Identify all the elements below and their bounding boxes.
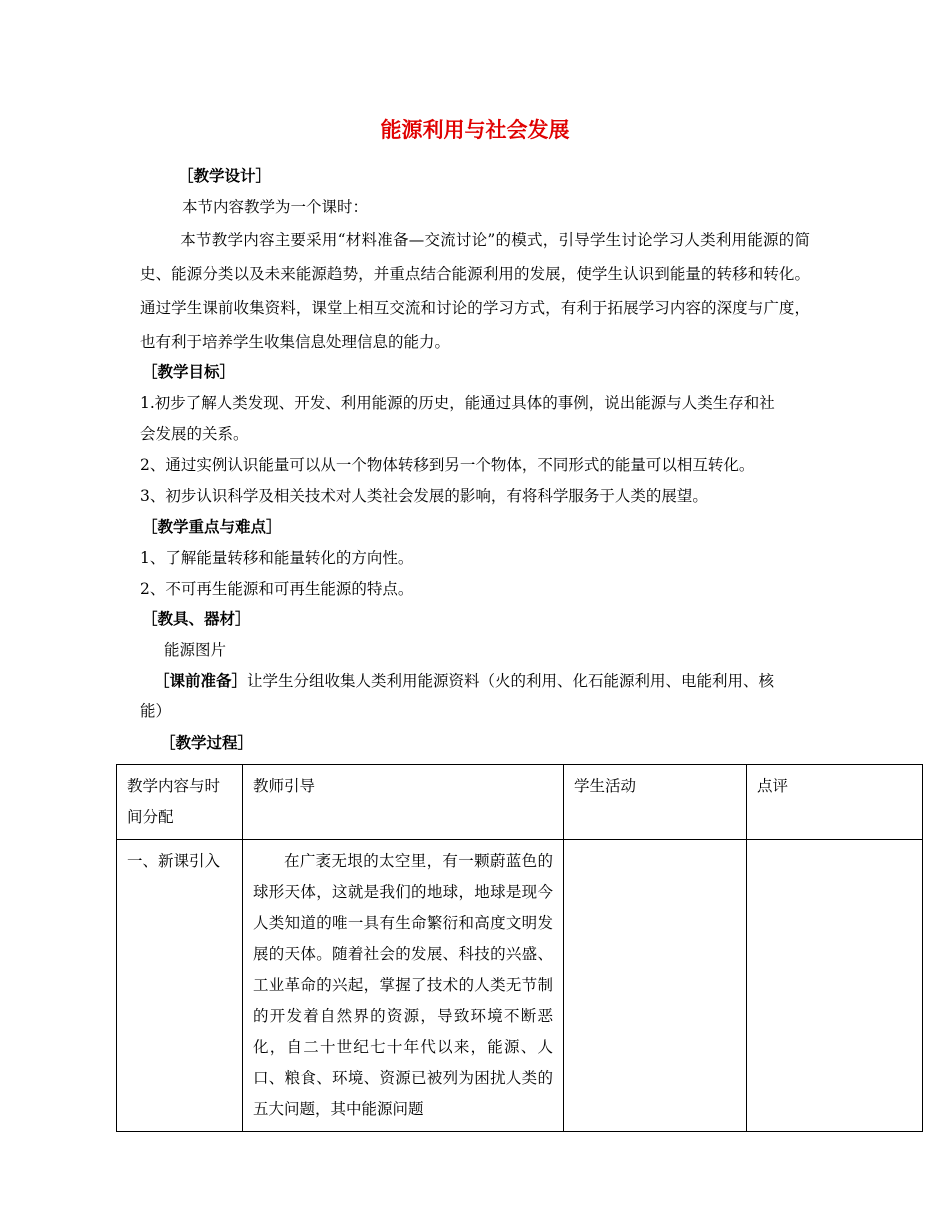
goal-item-1a: 1.初步了解人类发现、开发、利用能源的历史，能通过具体的事例，说出能源与人类生存和社 (140, 394, 775, 412)
column-header-comment: 点评 (747, 765, 923, 840)
column-header-student: 学生活动 (564, 765, 747, 840)
key-points-heading: ［教学重点与难点］ (142, 518, 282, 536)
process-table (116, 764, 923, 1132)
materials-heading: ［教具、器材］ (142, 610, 251, 628)
materials-item: 能源图片 (164, 641, 227, 659)
table-header-row (117, 765, 923, 840)
teacher-guidance-text: 在广袤无垠的太空里，有一颗蔚蓝色的球形天体，这就是我们的地球，地球是现今人类知道的唯一具有生命繁衍和高度文明发展的天体。随着社会的发展、科技的兴盛、工业革命的兴起，掌握了技术的人类无节制的开发着自然界的资源，导致环境不断恶化，自二十世纪七十年代以来，能源、人口、粮食、环境、资源已被列为困扰人类的五大问题，其中能源问题 (253, 852, 553, 1118)
prep-text: 让学生分组收集人类利用能源资料（火的利用、化石能源利用、电能利用、核 (247, 672, 775, 690)
goal-item-1b: 会发展的关系。 (140, 425, 249, 443)
document-title: 能源利用与社会发展 (380, 118, 570, 142)
prep-line (154, 671, 774, 691)
design-heading: ［教学设计］ (178, 167, 272, 185)
cell-content: 一、新课引入 (117, 840, 243, 1132)
design-line: 本节内容教学为一个课时： (182, 198, 369, 216)
cell-student (564, 840, 747, 1132)
design-paragraph: 本节教学内容主要采用“材料准备—交流讨论”的模式，引导学生讨论学习人类利用能源的简史、能源分类以及未来能源趋势，并重点结合能源利用的发展，使学生认识到能量的转移和转化。通过学生课前收集资料，课堂上相互交流和讨论的学习方式，有利于拓展学习内容的深度与广度，也有利于培养学生收集信息处理信息的能力。 (140, 231, 810, 351)
key-point-1: 1、了解能量转移和能量转化的方向性。 (140, 549, 414, 567)
goal-item-2: 2、通过实例认识能量可以从一个物体转移到另一个物体，不同形式的能量可以相互转化。 (140, 456, 755, 474)
goals-heading: ［教学目标］ (142, 363, 236, 381)
prep-text-continued: 能） (140, 702, 172, 720)
table-row (117, 840, 923, 1132)
key-point-2: 2、不可再生能源和可再生能源的特点。 (140, 580, 414, 598)
prep-heading: ［课前准备］ (154, 672, 248, 690)
cell-comment (747, 840, 923, 1132)
cell-teacher (243, 840, 564, 1132)
column-header-teacher: 教师引导 (243, 765, 564, 840)
column-header-content: 教学内容与时间分配 (117, 765, 243, 840)
process-heading: ［教学过程］ (160, 734, 254, 752)
goal-item-3: 3、初步认识科学及相关技术对人类社会发展的影响，有将科学服务于人类的展望。 (140, 487, 708, 505)
